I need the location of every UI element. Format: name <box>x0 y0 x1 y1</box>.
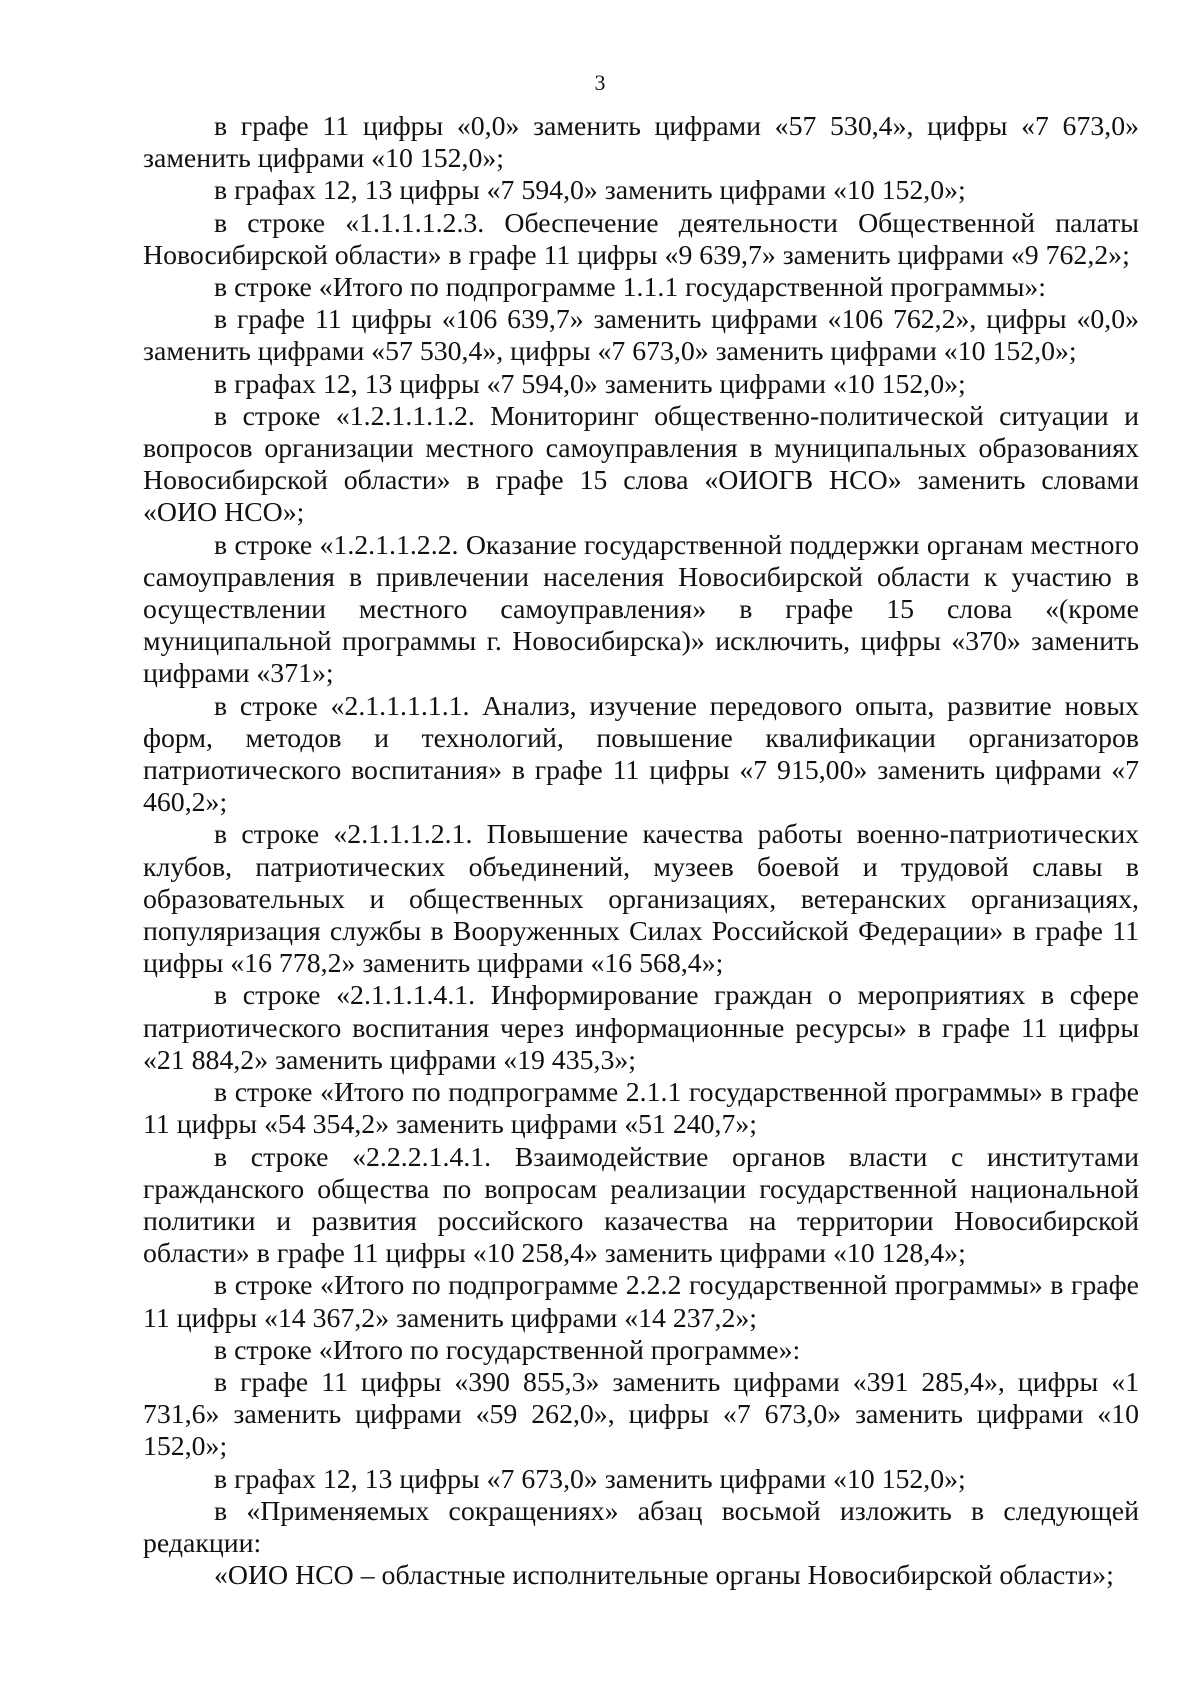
paragraph: в строке «Итого по подпрограмме 2.1.1 государственной программы» в графе 11 цифры «54 354,2» заменить цифрами «51 240,7»; <box>143 1077 1139 1141</box>
paragraph: в графах 12, 13 цифры «7 673,0» заменить цифрами «10 152,0»; <box>214 1463 966 1495</box>
paragraph: в строке «Итого по подпрограмме 1.1.1 государственной программы»: <box>214 272 1047 304</box>
paragraph: в строке «Итого по подпрограмме 2.2.2 государственной программы» в графе 11 цифры «14 367,2» заменить цифрами «14 237,2»; <box>143 1270 1139 1334</box>
paragraph: в строке «Итого по государственной программе»: <box>214 1334 801 1366</box>
paragraph: в строке «1.2.1.1.2.2. Оказание государственной поддержки органам местного самоуправления в привлечении населения Новосибирской области к участию в осуществлении местного самоуправления» в графе 15 слова «(кроме муниципальной программы г. Новосибирска)» исключить, цифры «370» заменить цифрами «371»; <box>143 529 1139 690</box>
paragraph: в графе 11 цифры «106 639,7» заменить цифрами «106 762,2», цифры «0,0» заменить цифрами «57 530,4», цифры «7 673,0» заменить цифрами «10 152,0»; <box>143 304 1139 368</box>
paragraph: в строке «1.1.1.1.2.3. Обеспечение деятельности Общественной палаты Новосибирской области» в графе 11 цифры «9 639,7» заменить цифрами «9 762,2»; <box>143 207 1139 271</box>
document-body <box>143 111 1139 1592</box>
paragraph: в графе 11 цифры «0,0» заменить цифрами «57 530,4», цифры «7 673,0» заменить цифрами «10 152,0»; <box>143 111 1139 175</box>
page-number: 3 <box>594 70 606 95</box>
paragraph: в графах 12, 13 цифры «7 594,0» заменить цифрами «10 152,0»; <box>214 368 966 400</box>
paragraph: в графах 12, 13 цифры «7 594,0» заменить цифрами «10 152,0»; <box>214 175 966 207</box>
paragraph: в графе 11 цифры «390 855,3» заменить цифрами «391 285,4», цифры «1 731,6» заменить цифрами «59 262,0», цифры «7 673,0» заменить цифрами «10 152,0»; <box>143 1366 1139 1463</box>
paragraph: в строке «1.2.1.1.1.2. Мониторинг общественно-политической ситуации и вопросов организации местного самоуправления в муниципальных образованиях Новосибирской области» в графе 15 слова «ОИОГВ НСО» заменить словами «ОИО НСО»; <box>143 400 1139 529</box>
paragraph: в строке «2.2.2.1.4.1. Взаимодействие органов власти с институтами гражданского общества по вопросам реализации государственной национальной политики и развития российского казачества на территории Новосибирской области» в графе 11 цифры «10 258,4» заменить цифрами «10 128,4»; <box>143 1141 1139 1270</box>
paragraph: в строке «2.1.1.1.2.1. Повышение качества работы военно-патриотических клубов, патриотических объединений, музеев боевой и трудовой славы в образовательных и общественных организациях, ветеранских организациях, популяризация службы в Вооруженных Силах Российской Федерации» в графе 11 цифры «16 778,2» заменить цифрами «16 568,4»; <box>143 819 1139 980</box>
paragraph: «ОИО НСО – областные исполнительные органы Новосибирской области»; <box>214 1560 1114 1592</box>
paragraph: в «Применяемых сокращениях» абзац восьмой изложить в следующей редакции: <box>143 1495 1139 1559</box>
paragraph: в строке «2.1.1.1.4.1. Информирование граждан о мероприятиях в сфере патриотического воспитания через информационные ресурсы» в графе 11 цифры «21 884,2» заменить цифрами «19 435,3»; <box>143 980 1139 1076</box>
paragraph: в строке «2.1.1.1.1.1. Анализ, изучение передового опыта, развитие новых форм, методов и технологий, повышение квалификации организаторов патриотического воспитания» в графе 11 цифры «7 915,00» заменить цифрами «7 460,2»; <box>143 690 1139 819</box>
